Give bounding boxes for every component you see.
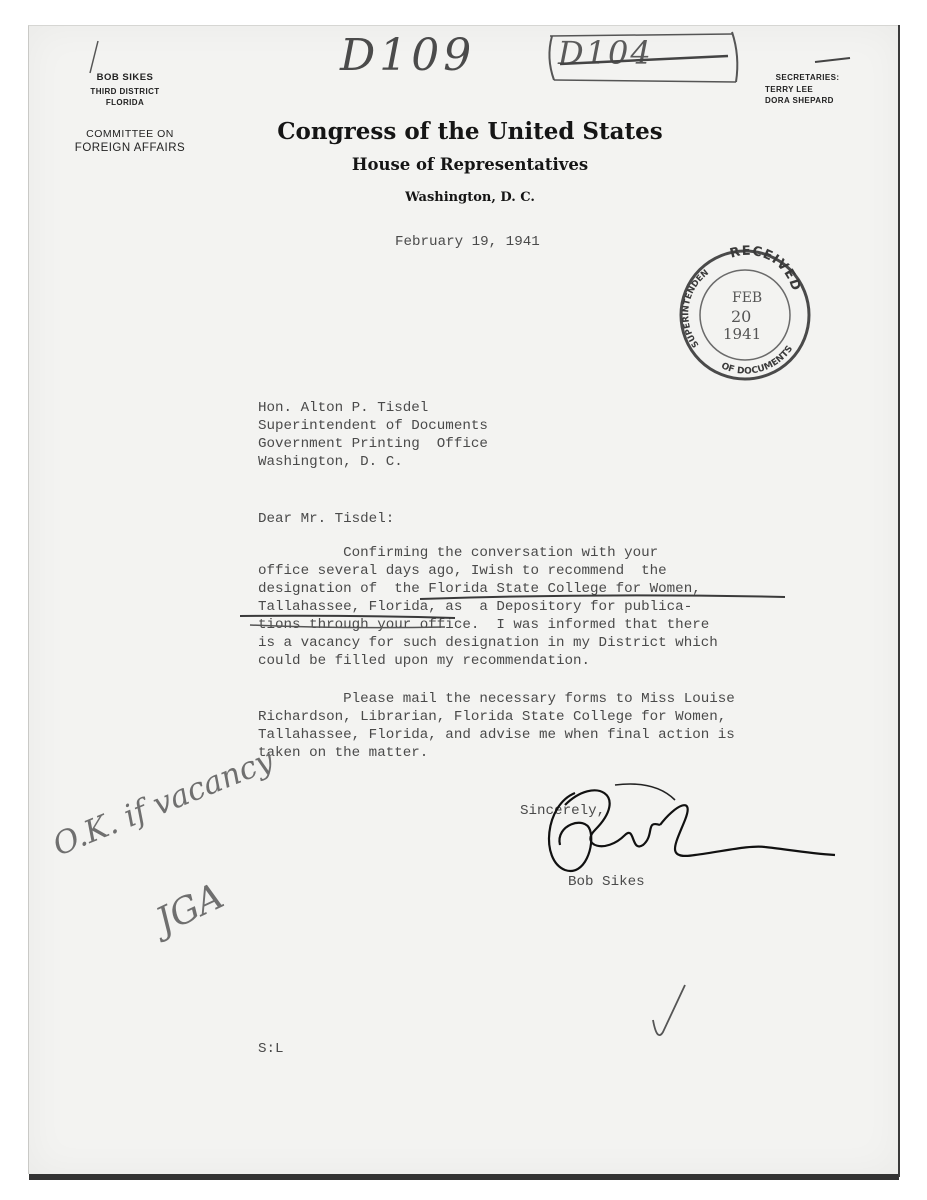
recipient-line2: Superintendent of Documents (258, 418, 488, 434)
svg-text:RECEIVED (728, 245, 803, 293)
recipient-line1: Hon. Alton P. Tisdel (258, 400, 429, 416)
svg-text:SUPERINTENDENT (675, 245, 711, 349)
secretary-1: TERRY LEE (765, 85, 814, 94)
stamp-bottom-text: OF DOCUMENTS (719, 344, 796, 377)
body-p1-line7: could be filled upon my recommendation. (258, 653, 591, 669)
reference-initials: S:L (258, 1041, 284, 1057)
page-edge (898, 25, 900, 1177)
member-name: BOB SIKES (96, 72, 154, 83)
stamp-top-text: RECEIVED (728, 245, 804, 294)
member-district: THIRD DISTRICT (90, 87, 160, 96)
body-p2-line1: Please mail the necessary forms to Miss Louise (258, 691, 735, 707)
body-p1-line5: tions through your office. I was informed that there (258, 617, 710, 633)
stamp-year: 1941 (723, 325, 762, 343)
committee-line2: FOREIGN AFFAIRS (74, 142, 186, 154)
secretaries-label: SECRETARIES: (775, 73, 840, 82)
salutation: Dear Mr. Tisdel: (258, 511, 395, 527)
body-p1-line1: Confirming the conversation with your (258, 545, 659, 561)
stamp-left-text: SUPERINTENDEN (681, 267, 711, 350)
margin-note-line1: O.K. if vacancy (48, 742, 279, 864)
closing: Sincerely, (520, 803, 606, 819)
body-p2-line3: Tallahassee, Florida, and advise me when final action is (258, 727, 735, 743)
signer-name: Bob Sikes (568, 874, 645, 890)
underline-marks (240, 585, 800, 630)
body-p1-line6: is a vacancy for such designation in my District which (258, 635, 718, 651)
recipient-line4: Washington, D. C. (258, 454, 403, 470)
pencil-check-mark (635, 980, 715, 1050)
member-state: FLORIDA (105, 98, 145, 107)
secretary-2: DORA SHEPARD (765, 96, 834, 105)
letterhead-city: Washington, D. C. (405, 190, 535, 205)
recipient-line3: Government Printing Office (258, 436, 488, 452)
pencil-mark-top-right (805, 50, 865, 70)
body-p1-line3: designation of the Florida State College for Women, (258, 581, 701, 597)
svg-text:OF DOCUMENTS (720, 344, 796, 377)
letterhead-subtitle: House of Representatives (351, 155, 589, 174)
committee-line1: COMMITTEE ON (86, 128, 174, 140)
body-p2-line2: Richardson, Librarian, Florida State College for Women, (258, 709, 727, 725)
letterhead-title: Congress of the United States (277, 118, 663, 145)
body-p1-line2: office several days ago, Iwish to recommend the (258, 563, 667, 579)
stamp-day: 20 (731, 307, 752, 326)
crossed-file-code: D104 (558, 34, 653, 72)
body-p2-line4: taken on the matter. (258, 745, 429, 761)
file-code: D109 (340, 30, 476, 81)
stamp-month: FEB (732, 290, 763, 306)
letter-date: February 19, 1941 (395, 234, 540, 250)
body-p1-line4: Tallahassee, Florida, as a Depository for publica- (258, 599, 693, 615)
crossed-code-box (540, 28, 750, 88)
received-stamp (675, 245, 815, 385)
margin-note-line2: JGA (150, 875, 231, 943)
pencil-mark-top-left (60, 35, 120, 95)
